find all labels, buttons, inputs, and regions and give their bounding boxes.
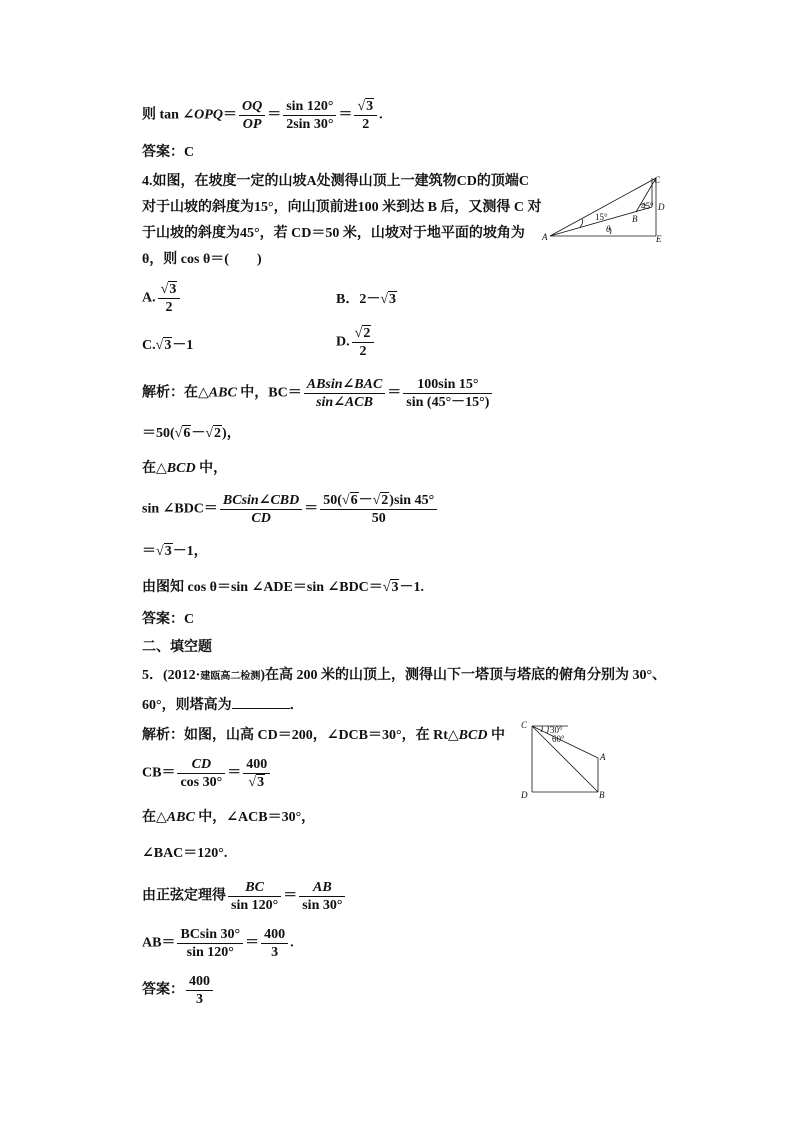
fraction: $\frac{50(√6-√2)\sin 45^\circ}{50}$	[320, 492, 437, 527]
sol4-line3: 在△BCD 中，	[142, 461, 228, 476]
q5-text-line2: 60°，则塔高为 ．	[142, 694, 304, 716]
q5-text-line1: 5．(2012·建瓯高二检测)在高 200 米的山顶上，测得山下一塔顶与塔底的俯角分别为 30°、	[142, 668, 667, 683]
fraction: $\frac{\text{BCsin∠CBD}}{CD}$	[220, 492, 302, 527]
fraction: $\frac{BCsin 30^\circ}{\sin 120^\circ}$	[177, 926, 243, 961]
fraction: $\frac{BC}{\sin 120^\circ}$	[228, 879, 281, 914]
label-c: C	[521, 720, 528, 730]
q4-text-line3: 于山坡的斜度为45°，若 CD＝50 米，山坡对于地平面的坡角为	[142, 226, 525, 241]
q3-conclusion: 则 tan ∠OPQ＝ $\frac{OQ}{OP}$ ＝ $\frac{\sin 120^\circ}{2\sin 30^\circ}$ ＝ $\frac{√3}{2}$ .	[142, 99, 383, 132]
section-heading: 二、填空题	[142, 640, 212, 655]
q4-text-line2: 对于山坡的斜度为15°，向山顶前进100 米到达 B 后，又测得 C 对	[142, 200, 542, 215]
sol5-line6: AB＝ $\frac{BCsin 30^\circ}{\sin 120^\circ}$ ＝ $\frac{400}{3}$ .	[142, 927, 294, 960]
label-45: 45°	[641, 201, 654, 211]
tower-figure	[518, 718, 618, 802]
sol4-line4: sin ∠BDC＝ $\frac{\text{BCsin∠CBD}}{CD}$ ＝ $\frac{50(√6-√2)\sin 45^\circ}{50}$	[142, 492, 439, 527]
label-15: 15°	[595, 212, 608, 222]
sol5-line4: ∠BAC＝120°.	[142, 846, 228, 861]
fraction: $\frac{\sin 120^\circ}{2\sin 30^\circ}$	[283, 98, 336, 133]
label-d: D	[658, 202, 665, 212]
fraction: $\frac{\text{ABsin∠BAC}}{\text{sin∠ACB}}$	[304, 376, 386, 411]
fraction: $\frac{√3}{2}$	[158, 281, 181, 316]
q4-text-line1: 4.如图，在坡度一定的山坡A处测得山顶上一建筑物CD的顶端C	[142, 174, 529, 189]
q5-answer: 答案： $\frac{400}{3}$	[142, 973, 215, 1008]
sol4-line1: 解析：在△ABC 中，BC＝ $\frac{\text{ABsin∠BAC}}{\text{sin∠ACB}}$ ＝ $\frac{100\sin 15^\circ}{\sin (45^\circ-15^\circ)}$	[142, 376, 494, 411]
fraction: $\frac{400}{3}$	[186, 973, 213, 1008]
option-c[interactable]: C.√3－1	[142, 338, 194, 353]
fraction: $\frac{400}{3}$	[261, 926, 288, 961]
line-cb	[532, 726, 598, 792]
sol4-line2: ＝50(√6－√2)，	[142, 426, 241, 441]
sol4-line6: 由图知 cos θ＝sin ∠ADE＝sin ∠BDC＝√3－1.	[142, 580, 424, 595]
sol5-line3: 在△ABC 中，∠ACB＝30°，	[142, 810, 316, 825]
q4-text-line4: θ，则 cos θ＝( )	[142, 252, 262, 267]
fraction: $\frac{OQ}{OP}$	[239, 98, 265, 133]
fraction: $\frac{√2}{2}$	[352, 325, 375, 360]
label-c: C	[654, 175, 661, 185]
option-b[interactable]: B．2－√3	[336, 292, 397, 307]
option-d[interactable]: D. $\frac{√2}{2}$	[336, 325, 376, 360]
option-a[interactable]: A. $\frac{√3}{2}$	[142, 281, 182, 316]
sol4-line5: ＝√3－1，	[142, 544, 208, 559]
label-a: A	[542, 232, 548, 242]
label-60: 60°	[552, 734, 565, 744]
sol5-line2: CB＝ $\frac{CD}{\cos 30^\circ}$ ＝ $\frac{400}{√3}$	[142, 756, 272, 791]
label-b: B	[632, 214, 638, 224]
label-a: A	[600, 752, 606, 762]
fraction: $\frac{400}{√3}$	[243, 756, 270, 791]
label-b: B	[599, 790, 605, 800]
slope-figure	[540, 172, 670, 244]
q4-answer: 答案：C	[142, 612, 195, 627]
sol5-line5: 由正弦定理得 $\frac{BC}{\sin 120^\circ}$ ＝ $\frac{AB}{\sin 30^\circ}$	[142, 879, 347, 914]
label-theta: θ	[606, 224, 611, 234]
fraction: $\frac{AB}{\sin 30^\circ}$	[299, 879, 345, 914]
answer-blank[interactable]	[232, 694, 290, 709]
label-e: E	[656, 234, 662, 244]
fraction: $\frac{CD}{\cos 30^\circ}$	[177, 756, 225, 791]
sol5-line1: 解析：如图，山高 CD＝200，∠DCB＝30°，在 Rt△BCD 中	[142, 728, 505, 743]
label-30: 30°	[550, 725, 563, 735]
fraction: $\frac{100\sin 15^\circ}{\sin (45^\circ-15^\circ)}$	[403, 376, 492, 411]
fraction: $\frac{√3}{2}$	[354, 98, 377, 133]
label-d: D	[521, 790, 528, 800]
q3-answer: 答案：C	[142, 145, 195, 160]
